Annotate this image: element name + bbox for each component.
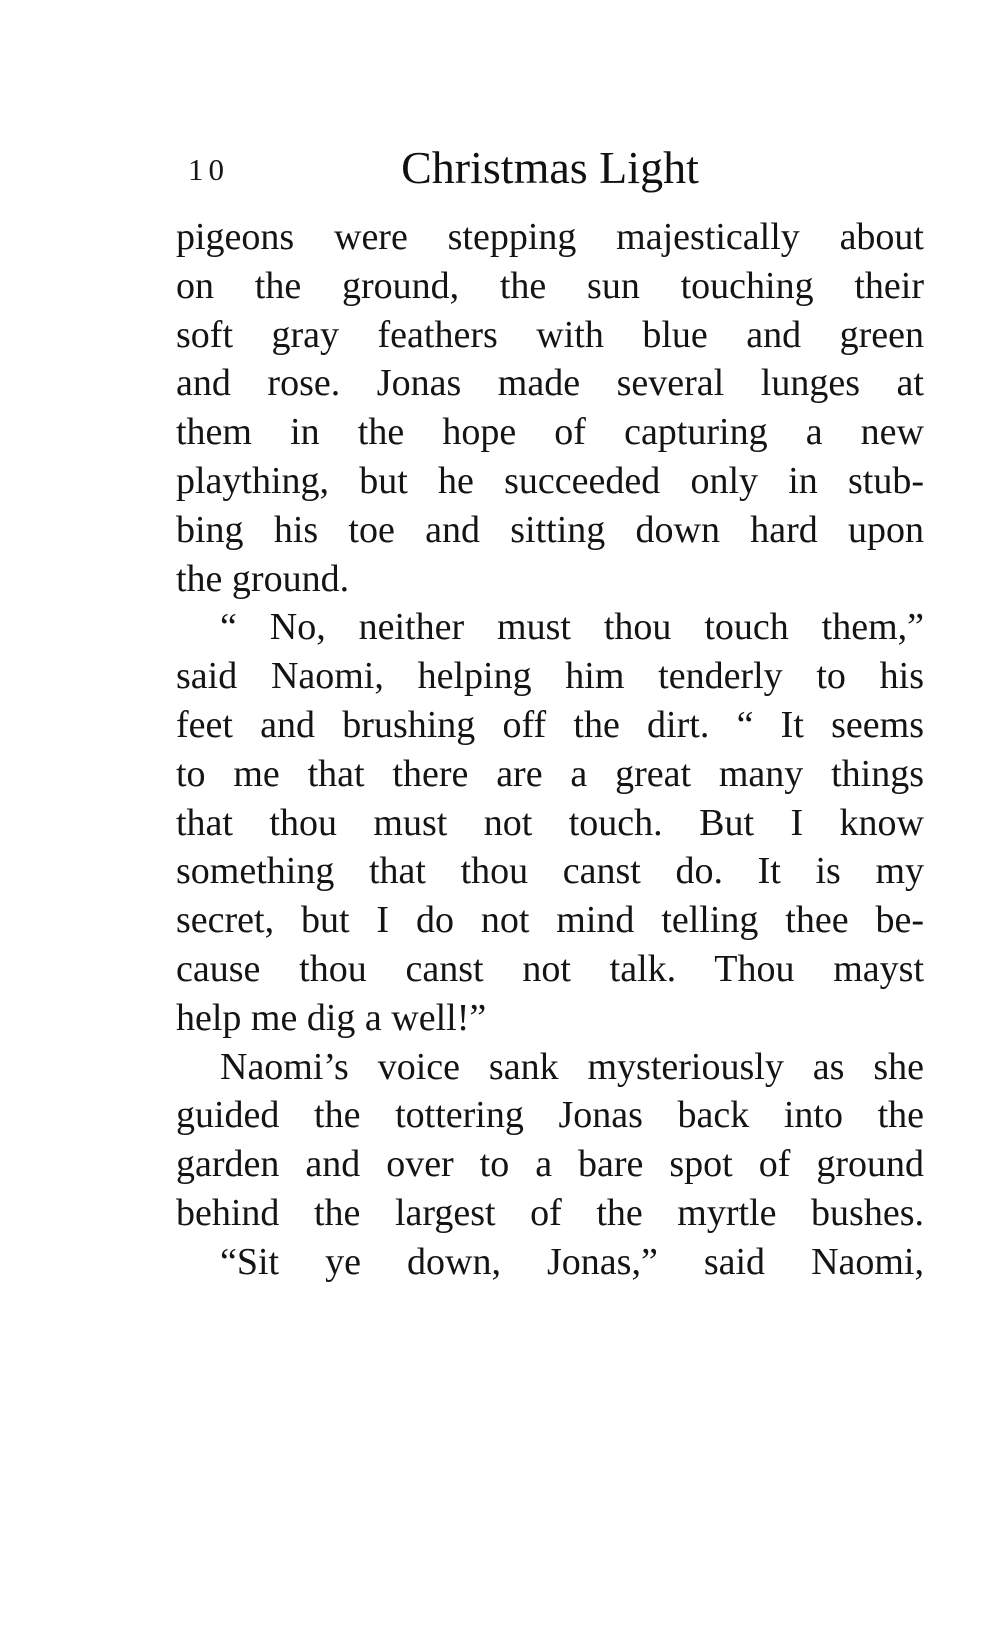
text-line: feet and brushing off the dirt. “ It seems — [176, 703, 924, 746]
text-line: that thou must not touch. But I know — [176, 801, 924, 844]
text-line: guided the tottering Jonas back into the — [176, 1094, 924, 1137]
text-line: something that thou canst do. It is my — [176, 850, 924, 893]
text-line: the ground. — [176, 557, 350, 600]
text-line: soft gray feathers with blue and green — [176, 313, 924, 356]
text-line: cause thou canst not talk. Thou mayst — [176, 947, 924, 990]
text-line: garden and over to a bare spot of ground — [176, 1143, 924, 1186]
text-line: pigeons were stepping majestically about — [176, 216, 924, 258]
text-line: help me dig a well!” — [176, 996, 487, 1039]
text-line: bing his toe and sitting down hard upon — [176, 508, 924, 551]
running-header — [176, 138, 924, 198]
text-line: them in the hope of capturing a new — [176, 411, 924, 454]
text-line: “Sit ye down, Jonas,” said Naomi, — [220, 1240, 924, 1283]
text-line: behind the largest of the myrtle bushes. — [176, 1191, 924, 1234]
text-line: said Naomi, helping him tenderly to his — [176, 655, 924, 698]
page-number: 10 — [188, 152, 229, 187]
text-line: to me that there are a great many things — [176, 752, 924, 795]
text-line: secret, but I do not mind telling thee be- — [176, 899, 924, 942]
text-line: on the ground, the sun touching their — [176, 264, 924, 307]
text-line: “ No, neither must thou touch them,” — [220, 606, 924, 649]
body-text — [176, 213, 924, 1287]
text-line: Naomi’s voice sank mysteriously as she — [220, 1045, 924, 1088]
text-line: plaything, but he succeeded only in stub- — [176, 459, 924, 502]
running-header-title: Christmas Light — [401, 142, 699, 193]
text-line: and rose. Jonas made several lunges at — [176, 362, 924, 405]
